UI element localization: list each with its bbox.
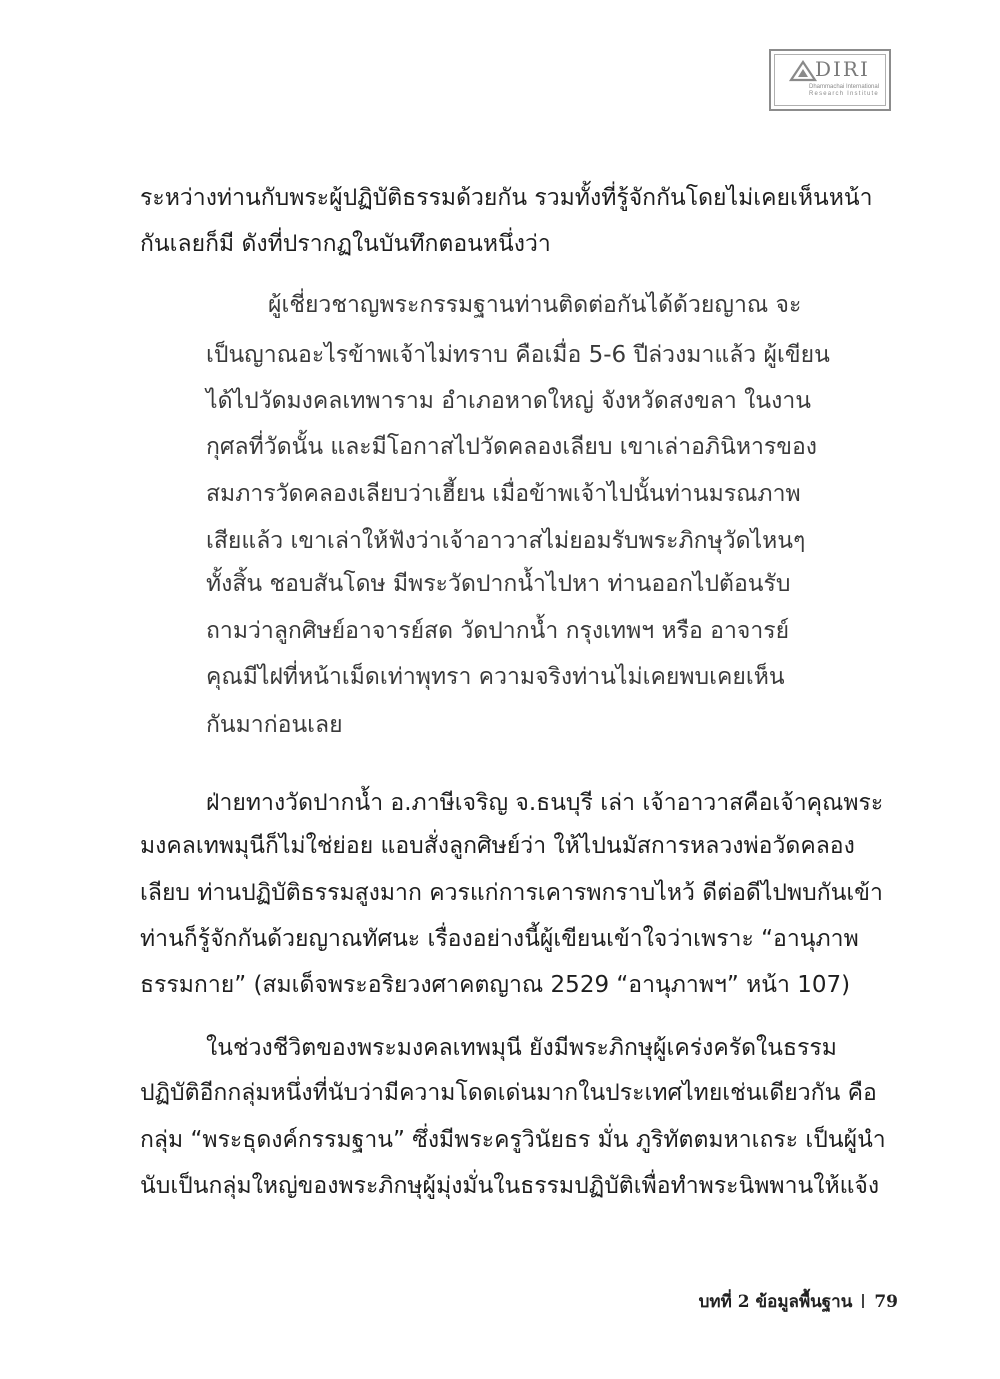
paragraph2-line: ฝ่ายทางวัดปากน้ำ อ.ภาษีเจริญ จ.ธนบุรี เล่า เจ้าอาวาสคือเจ้าคุณพระ [206,790,884,816]
quote-line: ถามว่าลูกศิษย์อาจารย์สด วัดปากน้ำ กรุงเทพฯ หรือ อาจารย์ [206,618,790,644]
chapter-title: บทที่ 2 ข้อมูลพื้นฐาน [698,1292,853,1312]
paragraph2-line: มงคลเทพมุนีก็ไม่ใช่ย่อย แอบสั่งลูกศิษย์ว่า ให้ไปนมัสการหลวงพ่อวัดคลอง [140,833,855,859]
paragraph3-line: นับเป็นกลุ่มใหญ่ของพระภิกษุผู้มุ่งมั่นในธรรมปฏิบัติเพื่อทำพระนิพพานให้แจ้ง [140,1173,880,1199]
paragraph2-line: เลียบ ท่านปฏิบัติธรรมสูงมาก ควรแก่การเคารพกราบไหว้ ดีต่อดีไปพบกันเข้า [140,880,883,906]
quote-line: ได้ไปวัดมงคลเทพาราม อำเภอหาดใหญ่ จังหวัดสงขลา ในงาน [206,388,811,414]
quote-line: กุศลที่วัดนั้น และมีโอกาสไปวัดคลองเลียบ เขาเล่าอภินิหารของ [206,434,818,460]
paragraph2-line: ธรรมกาย” (สมเด็จพระอริยวงศาคตญาณ 2529 “อานุภาพฯ” หน้า 107) [140,972,851,998]
footer-separator [862,1294,864,1308]
quote-line: เสียแล้ว เขาเล่าให้ฟังว่าเจ้าอาวาสไม่ยอมรับพระภิกษุวัดไหนๆ [206,528,806,554]
paragraph2-line: ท่านก็รู้จักกันด้วยญาณทัศนะ เรื่องอย่างนี้ผู้เขียนเข้าใจว่าเพราะ “อานุภาพ [140,926,859,952]
quote-line: ทั้งสิ้น ชอบสันโดษ มีพระวัดปากน้ำไปหา ท่านออกไปต้อนรับ [206,571,791,597]
quote-line: ผู้เชี่ยวชาญพระกรรมฐานท่านติดต่อกันได้ด้วยญาณ จะ [268,292,802,318]
page-number: 79 [874,1292,898,1312]
paragraph1-line: กันเลยก็มี ดังที่ปรากฏในบันทึกตอนหนึ่งว่า [140,231,551,257]
triangle-logo-icon [788,60,818,82]
diri-logo [769,49,891,111]
quote-line: เป็นญาณอะไรข้าพเจ้าไม่ทราบ คือเมื่อ 5-6 ปีล่วงมาแล้ว ผู้เขียน [206,342,830,368]
paragraph3-line: ในช่วงชีวิตของพระมงคลเทพมุนี ยังมีพระภิกษุผู้เคร่งครัดในธรรม [206,1035,837,1061]
quote-line: คุณมีไฝที่หน้าเม็ดเท่าพุทรา ความจริงท่านไม่เคยพบเคยเห็น [206,664,785,690]
quote-line: กันมาก่อนเลย [206,712,343,738]
paragraph3-line: กลุ่ม “พระธุดงค์กรรมฐาน” ซึ่งมีพระครูวินัยธร มั่น ภูริทัตตมหาเถระ เป็นผู้นำ [140,1127,886,1153]
paragraph1-line: ระหว่างท่านกับพระผู้ปฏิบัติธรรมด้วยกัน รวมทั้งที่รู้จักกันโดยไม่เคยเห็นหน้า [140,185,873,211]
logo-subtitle-2: Research Institute [809,91,879,97]
logo-wordmark: DIRI [815,57,870,81]
paragraph3-line: ปฏิบัติอีกกลุ่มหนึ่งที่นับว่ามีความโดดเด่นมากในประเทศไทยเช่นเดียวกัน คือ [140,1080,877,1106]
page-footer [699,1290,898,1314]
logo-subtitle-1: Dhammachai International [809,84,880,90]
quote-line: สมภารวัดคลองเลียบว่าเฮี้ยน เมื่อข้าพเจ้าไปนั้นท่านมรณภาพ [206,481,801,507]
